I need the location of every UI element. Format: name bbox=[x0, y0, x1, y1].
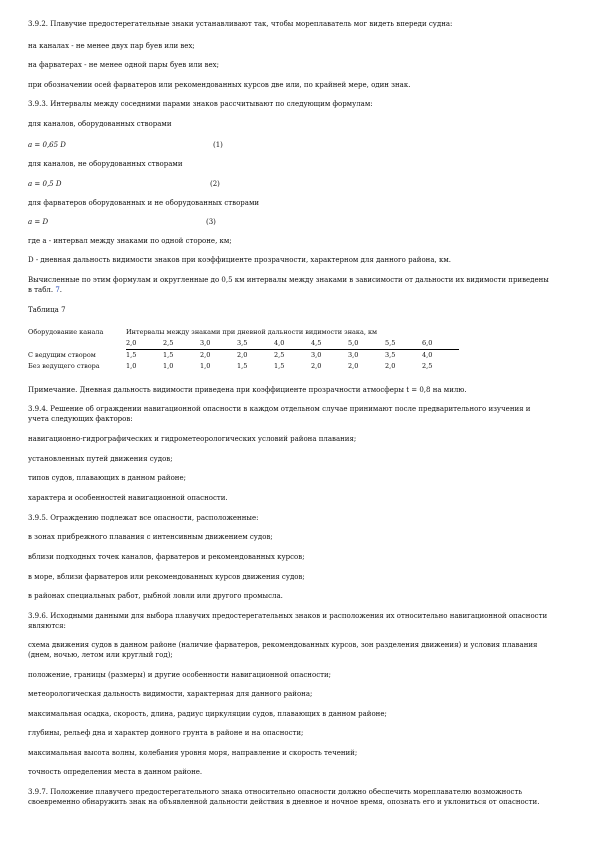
table-cell: 2,0 bbox=[348, 362, 359, 370]
table-cell: 1,5 bbox=[237, 362, 248, 370]
row-label: Без ведущего створа bbox=[28, 362, 100, 370]
row-header: Оборудование канала bbox=[28, 328, 104, 336]
list-item: установленных путей движения судов; bbox=[28, 455, 173, 463]
paragraph: Вычисленные по этим формулам и округленные до 0,5 км интервалы между знаками в зависимости от дальности их видимости приведены bbox=[28, 276, 549, 284]
list-item: максимальная высота волны, колебания уровня моря, направление и скорость течений; bbox=[28, 749, 358, 757]
table-cell: 2,0 bbox=[200, 351, 211, 359]
paragraph: 3.9.2. Плавучие предостерегательные знаки устанавливают так, чтобы мореплаватель мог видеть впереди судна: bbox=[28, 20, 453, 28]
list-item: в районах специальных работ, рыбной ловли или другого промысла. bbox=[28, 592, 283, 600]
paragraph: 3.9.4. Решение об ограждении навигационной опасности в каждом отдельном случае принимают после предварительного изучения и bbox=[28, 405, 531, 413]
table-7 bbox=[28, 327, 459, 372]
list-item: метеорологическая дальность видимости, характерная для данного района; bbox=[28, 690, 313, 698]
paragraph: являются: bbox=[28, 622, 66, 630]
paragraph: для каналов, не оборудованных створами bbox=[28, 160, 183, 168]
paragraph: для каналов, оборудованных створами bbox=[28, 120, 172, 128]
paragraph-text: . bbox=[59, 286, 63, 294]
table-cell: 2,5 bbox=[274, 351, 285, 359]
list-item: положение, границы (размеры) и другие особенности навигационной опасности; bbox=[28, 671, 332, 679]
list-item: в зонах прибрежного плавания с интенсивным движением судов; bbox=[28, 533, 273, 541]
paragraph: учета следующих факторов: bbox=[28, 415, 133, 423]
paragraph: для фарватеров оборудованных и не оборудованных створами bbox=[28, 199, 260, 207]
table-cell: 2,0 bbox=[237, 351, 248, 359]
table-cell: 1,0 bbox=[163, 362, 174, 370]
column-header: 2,5 bbox=[163, 338, 200, 350]
formula-3: a = D bbox=[28, 218, 49, 226]
column-header: 3,0 bbox=[200, 338, 237, 350]
table-cell: 3,0 bbox=[348, 351, 359, 359]
paragraph bbox=[28, 286, 568, 295]
column-header: 2,0 bbox=[126, 338, 163, 350]
list-item: на каналах - не менее двух пар буев или вех; bbox=[28, 42, 195, 50]
paragraph: своевременно обнаружить знак на объявленной дальности действия в дневное и ночное время, опознать его и уклониться от опасности. bbox=[28, 798, 540, 806]
table-cell: 2,0 bbox=[385, 362, 396, 370]
list-item: схема движения судов в данном районе (наличие фарватеров, рекомендованных курсов, зон разделения движения) и условия плавания bbox=[28, 641, 538, 649]
table-cell: 2,0 bbox=[311, 362, 322, 370]
list-item: при обозначении осей фарватеров или рекомендованных курсов две или, по крайней мере, один знак. bbox=[28, 81, 411, 89]
list-item: на фарватерах - не менее одной пары буев или вех; bbox=[28, 61, 219, 69]
list-item: навигационно-гидрографических и гидрометеорологических условий района плавания; bbox=[28, 435, 357, 443]
column-header: 6,0 bbox=[422, 338, 459, 350]
list-item: глубины, рельеф дна и характер донного грунта в районе и на опасности; bbox=[28, 729, 304, 737]
table-cell: 1,0 bbox=[200, 362, 211, 370]
table-cell: 3,5 bbox=[385, 351, 396, 359]
table-row bbox=[28, 350, 459, 362]
formula-number: (2) bbox=[210, 180, 220, 188]
column-header: 3,5 bbox=[237, 338, 274, 350]
paragraph: где а - интервал между знаками по одной стороне, км; bbox=[28, 237, 232, 245]
table-column-row bbox=[28, 338, 459, 350]
column-header: 5,5 bbox=[385, 338, 422, 350]
paragraph: D - дневная дальность видимости знаков при коэффициенте прозрачности, характерном для данного района, км. bbox=[28, 256, 451, 264]
table-cell: 3,0 bbox=[311, 351, 322, 359]
table-cell: 1,5 bbox=[274, 362, 285, 370]
paragraph: 3.9.3. Интервалы между соседними парами знаков рассчитывают по следующим формулам: bbox=[28, 100, 373, 108]
table-caption: Таблица 7 bbox=[28, 306, 66, 314]
list-item: максимальная осадка, скорость, длина, радиус циркуляции судов, плавающих в данном районе; bbox=[28, 710, 387, 718]
list-item: характера и особенностей навигационной опасности. bbox=[28, 494, 228, 502]
column-header: 4,5 bbox=[311, 338, 348, 350]
table-cell: 2,5 bbox=[422, 362, 433, 370]
paragraph: 3.9.6. Исходными данными для выбора плавучих предостерегательных знаков и расположения их относительно навигационной опасности bbox=[28, 612, 548, 620]
column-header: 4,0 bbox=[274, 338, 311, 350]
table-cell: 1,5 bbox=[126, 351, 137, 359]
row-label: С ведущим створом bbox=[28, 350, 96, 359]
column-header: 5,0 bbox=[348, 338, 385, 350]
list-item: (днем, ночью, летом или круглый год); bbox=[28, 651, 173, 659]
table-header-row bbox=[28, 327, 459, 338]
paragraph: 3.9.5. Ограждению подлежат все опасности, расположенные: bbox=[28, 514, 259, 522]
list-item: в море, вблизи фарватеров или рекомендованных курсов движения судов; bbox=[28, 573, 305, 581]
list-item: точность определения места в данном районе. bbox=[28, 768, 203, 776]
table-row bbox=[28, 361, 459, 372]
note: Примечание. Дневная дальность видимости приведена при коэффициенте прозрачности атмосферы t = 0,8 на милю. bbox=[28, 386, 467, 394]
group-header: Интервалы между знаками при дневной дальности видимости знака, км bbox=[126, 328, 378, 336]
formula-number: (3) bbox=[206, 218, 216, 226]
table-cell: 4,0 bbox=[422, 351, 433, 359]
paragraph: 3.9.7. Положение плавучего предостерегательного знака относительно опасности должно обеспечить мореплавателю возможность bbox=[28, 788, 523, 796]
table-cell: 1,0 bbox=[126, 362, 137, 370]
table-cell: 1,5 bbox=[163, 351, 174, 359]
table-link[interactable]: 7 bbox=[55, 286, 60, 294]
list-item: типов судов, плавающих в данном районе; bbox=[28, 474, 186, 482]
paragraph-text: в табл. bbox=[28, 286, 56, 294]
list-item: вблизи подходных точек каналов, фарватеров и рекомендованных курсов; bbox=[28, 553, 305, 561]
formula-number: (1) bbox=[213, 141, 223, 149]
formula-2: a = 0,5 D bbox=[28, 180, 62, 188]
formula-1: a = 0,65 D bbox=[28, 141, 66, 149]
